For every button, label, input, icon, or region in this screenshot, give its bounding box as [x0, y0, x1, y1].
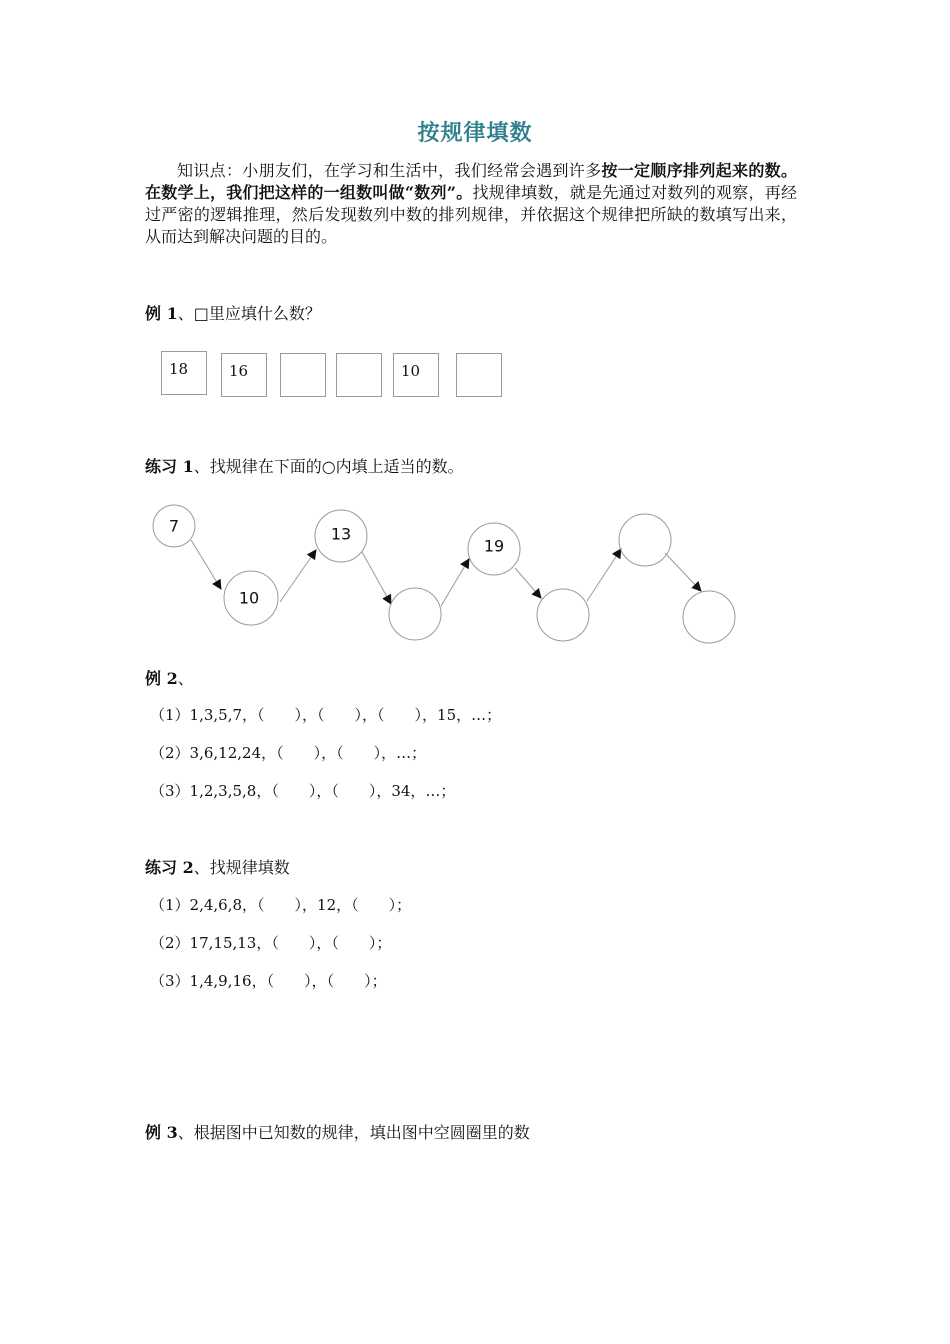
example1-lead: 例 1: [145, 304, 178, 323]
arrow-line: [191, 540, 221, 589]
sequence-circle-empty: [619, 514, 671, 566]
practice2-item: （3）1,4,9,16，（ ），（ ）；: [150, 972, 387, 990]
sequence-circle-empty: [537, 589, 589, 641]
practice1-lead: 练习 1: [145, 457, 194, 476]
example2-heading: [145, 668, 194, 690]
sequence-box: 18: [161, 351, 207, 395]
arrow-line: [362, 552, 391, 604]
practice2-item: （1）2,4,6,8，（ ），12，（ ）；: [150, 896, 412, 914]
arrow-line: [441, 559, 469, 606]
circle-label: 13: [330, 524, 352, 544]
arrow-line: [587, 549, 621, 601]
practice1-text: 、找规律在下面的○内填上适当的数。: [193, 457, 464, 476]
arrow-line: [280, 550, 316, 602]
arrow-line: [515, 568, 541, 598]
intro-text-bold: 按一定顺序排列起来的数。在数学上，我们把这样的一组数叫做“数列”。: [145, 161, 797, 202]
intro-text-1: 知识点：小朋友们，在学习和生活中，我们经常会遇到许多: [177, 161, 602, 180]
example2-lead: 例 2: [145, 669, 178, 688]
practice2-lead: 练习 2: [145, 858, 194, 877]
sequence-circle-empty: [389, 588, 441, 640]
practice2-text: 、找规律填数: [193, 858, 290, 877]
sequence-box: 10: [393, 353, 439, 397]
example2-item: （3）1,2,3,5,8，（ ），（ ），34，…；: [150, 782, 456, 800]
circle-label: 10: [238, 588, 260, 608]
intro-text-2: 找规律填数，就是先通过对数列的观察，再经过严密的逻辑推理，然后发现数列中数的排列规律，并依据这个规律把所缺的数填写出来，从而达到解决问题的目的。: [145, 183, 797, 246]
example3-lead: 例 3: [145, 1123, 178, 1142]
page-title: 按规律填数: [417, 120, 533, 146]
example3-heading: [145, 1122, 530, 1144]
example2-item: （1）1,3,5,7，（ ），（ ），（ ），15，…；: [150, 706, 502, 724]
sequence-circle-empty: [683, 591, 735, 643]
example1-text: 、□里应填什么数？: [177, 304, 321, 323]
example3-text: 、根据图中已知数的规律，填出图中空圆圈里的数: [177, 1123, 530, 1142]
arrow-line: [665, 553, 701, 591]
example2-item: （2）3,6,12,24，（ ），（ ），…；: [150, 744, 427, 762]
circle-label: 19: [483, 536, 505, 556]
circle-label: 7: [168, 516, 180, 536]
practice2-heading: [145, 857, 290, 879]
sequence-box: 16: [221, 353, 267, 397]
example2-text: 、: [177, 669, 194, 688]
practice2-item: （2）17,15,13，（ ），（ ）；: [150, 934, 392, 952]
